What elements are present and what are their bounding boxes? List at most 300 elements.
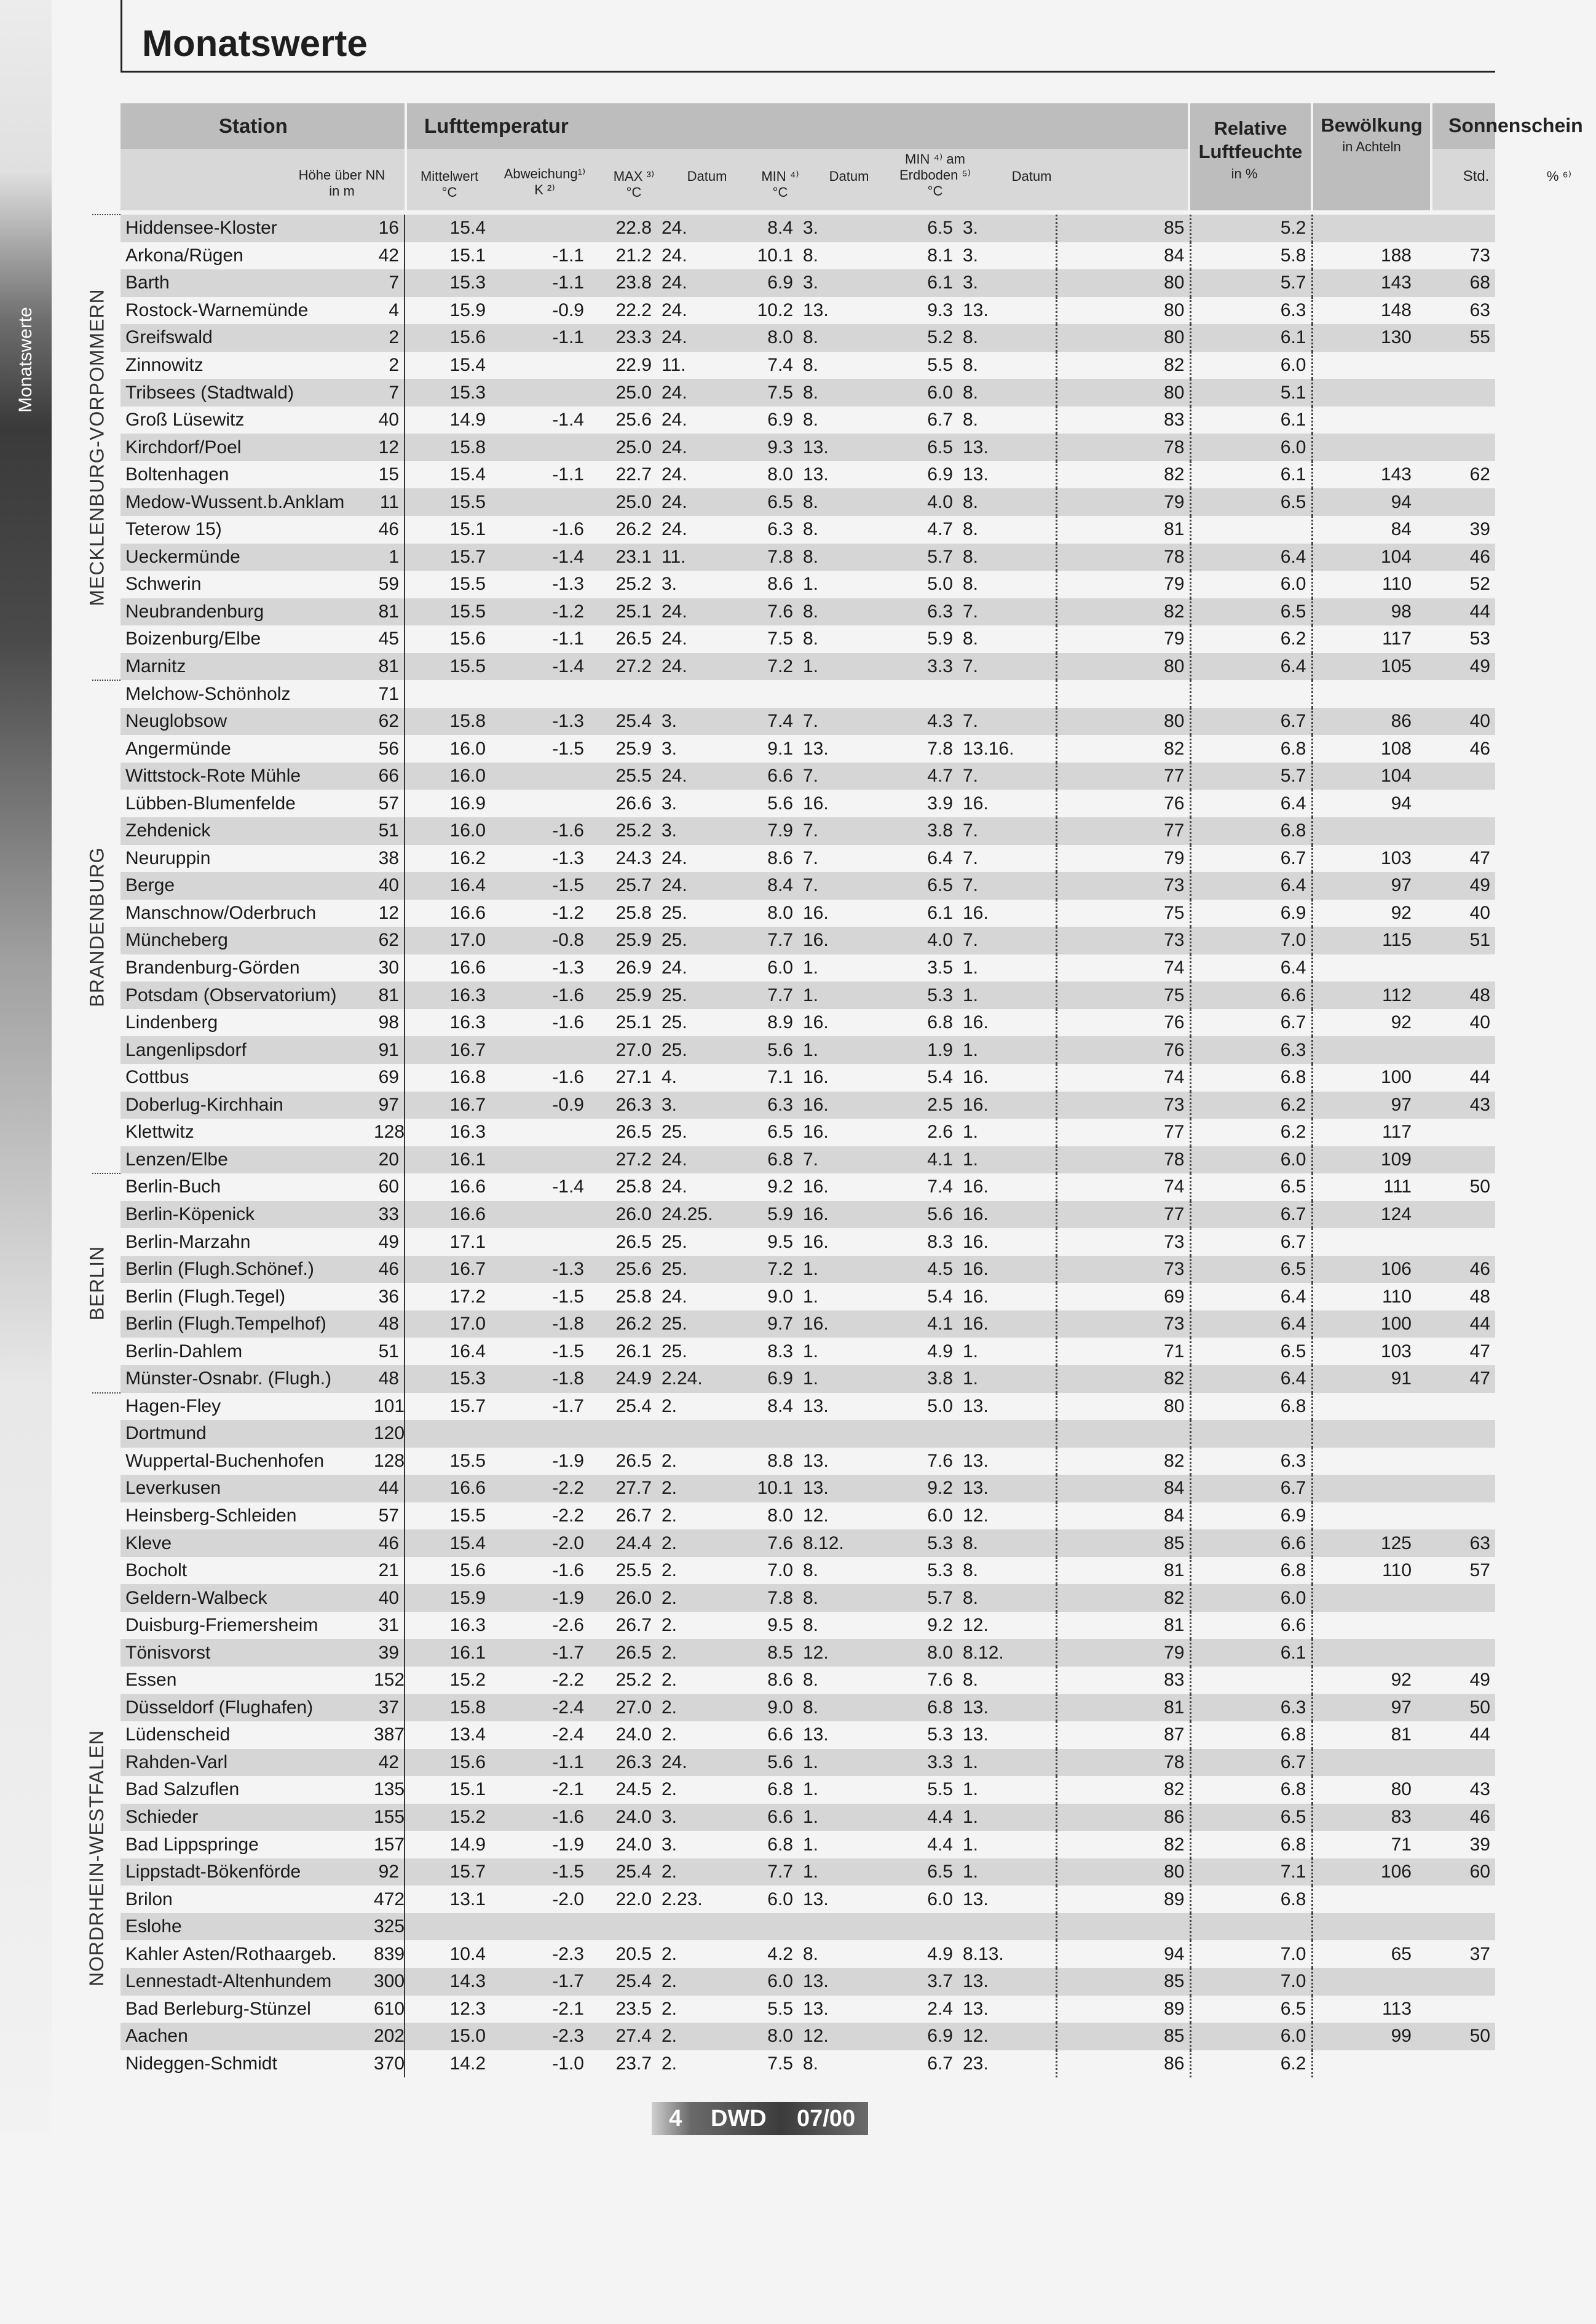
height-cell: 37 (369, 1694, 405, 1722)
ground-min-cell: 4.0 (866, 927, 958, 954)
humidity-cell: 86 (1056, 1804, 1190, 1831)
cloudiness-cell: 6.8 (1190, 1721, 1312, 1749)
height-cell: 33 (369, 1201, 405, 1229)
ground-min-cell: 5.4 (927, 1286, 953, 1307)
min-date-cell: 7. (798, 708, 866, 736)
max-date-cell: 24. (657, 434, 730, 461)
height-cell: 2 (369, 324, 405, 352)
mean-temp-cell: 15.5 (449, 1450, 486, 1471)
ground-min-cell: 4.1 (866, 1146, 958, 1174)
min-date-cell (798, 1420, 866, 1448)
station-name-cell: Groß Lüsewitz (125, 410, 245, 430)
min-temp-cell: 7.5 (730, 379, 798, 407)
sunshine-percent-cell: 39 (1469, 1834, 1490, 1855)
station-name-cell: Leverkusen (120, 1475, 369, 1502)
sunshine-percent-cell (1416, 1913, 1495, 1941)
height-cell: 49 (369, 1228, 405, 1256)
max-date-cell: 2. (662, 2053, 678, 2074)
humidity-cell: 81 (1056, 1557, 1190, 1585)
sunshine-percent-cell: 62 (1469, 464, 1490, 485)
height-cell: 155 (369, 1804, 405, 1831)
ground-min-cell: 5.7 (866, 1584, 958, 1612)
sunshine-percent-cell: 51 (1416, 927, 1495, 954)
ground-date-cell: 16. (958, 1311, 1056, 1338)
deviation-cell: -1.6 (552, 519, 584, 540)
sunshine-percent-cell: 46 (1416, 1256, 1495, 1283)
station-name-cell: Boltenhagen (125, 464, 229, 485)
deviation-cell (491, 434, 589, 461)
ground-date-cell: 13. (958, 1694, 1056, 1722)
max-temp-cell: 27.2 (589, 653, 657, 681)
sunshine-hours-cell: 100 (1380, 1067, 1412, 1088)
deviation-cell: -1.5 (552, 1341, 584, 1362)
sunshine-hours-cell (1312, 407, 1416, 434)
height-cell: 31 (369, 1612, 405, 1640)
max-date-cell: 2.24. (657, 1365, 730, 1393)
deviation-cell: -2.3 (552, 1943, 584, 1964)
min-date-cell: 16. (803, 793, 829, 814)
height-cell: 12 (369, 434, 405, 461)
deviation-cell: -1.4 (491, 544, 589, 571)
humidity-cell: 79 (1056, 488, 1190, 516)
ground-min-cell: 5.2 (866, 324, 958, 352)
max-temp-cell: 26.1 (615, 1341, 652, 1362)
sunshine-percent-cell: 50 (1469, 1176, 1490, 1197)
sunshine-percent-cell (1416, 1996, 1495, 2023)
deviation-cell: -2.2 (491, 1475, 589, 1502)
height-cell: 51 (369, 817, 405, 845)
deviation-cell: -1.8 (491, 1365, 589, 1393)
sunshine-hours-cell: 97 (1312, 1694, 1416, 1722)
min-temp-cell: 7.7 (730, 982, 798, 1009)
humidity-cell: 77 (1056, 1201, 1190, 1229)
height-cell: 92 (369, 1858, 405, 1886)
max-temp-cell: 25.7 (589, 872, 657, 900)
max-date-cell: 25. (662, 1012, 687, 1033)
max-temp-cell: 25.4 (589, 1968, 657, 1996)
mean-temp-cell: 16.4 (405, 872, 491, 900)
min-temp-cell: 5.6 (730, 1749, 798, 1777)
min-date-cell: 12. (798, 1639, 866, 1667)
station-name-cell: Schieder (120, 1804, 369, 1831)
max-temp-cell: 22.8 (589, 215, 657, 242)
ground-min-cell: 2.4 (927, 1998, 953, 2019)
deviation-cell (491, 1036, 589, 1064)
max-date-cell: 24. (657, 488, 730, 516)
sunshine-hours-cell: 124 (1312, 1201, 1416, 1229)
max-temp-cell: 24.4 (589, 1529, 657, 1557)
humidity-cell: 81 (1056, 1612, 1190, 1640)
deviation-cell (491, 1913, 589, 1941)
sunshine-percent-cell: 52 (1469, 574, 1490, 595)
max-temp-cell: 25.6 (589, 1256, 657, 1283)
station-name-cell: Lübben-Blumenfelde (125, 793, 296, 814)
table-row (120, 2023, 1495, 2050)
cloudiness-cell: 5.8 (1190, 242, 1312, 270)
mean-temp-cell: 15.5 (449, 574, 486, 595)
cloudiness-cell: 6.6 (1190, 1529, 1312, 1557)
ground-min-cell: 3.7 (866, 1968, 958, 1996)
humidity-cell: 84 (1056, 1502, 1190, 1530)
deviation-cell: -1.3 (552, 958, 584, 978)
humidity-cell: 82 (1056, 1776, 1190, 1804)
height-cell: 81 (369, 982, 405, 1009)
max-date-cell: 2. (662, 1615, 678, 1636)
table-row (120, 352, 1495, 379)
deviation-cell: -1.3 (552, 847, 584, 868)
table-row (120, 954, 1495, 982)
max-temp-cell: 26.5 (589, 1639, 657, 1667)
min-date-cell: 8. (798, 488, 866, 516)
humidity-cell: 79 (1056, 625, 1190, 653)
table-row (120, 1283, 1495, 1311)
height-cell: 81 (369, 598, 405, 626)
min-temp-cell: 8.0 (767, 902, 793, 923)
min-temp-cell: 7.6 (730, 1529, 798, 1557)
station-name-cell: Rahden-Varl (120, 1749, 369, 1777)
ground-min-cell: 4.4 (927, 1834, 953, 1855)
max-temp-cell: 26.3 (589, 1092, 657, 1119)
min-date-cell: 1. (803, 1286, 819, 1307)
min-date-cell: 1. (803, 574, 819, 595)
table-row (120, 1749, 1495, 1777)
min-temp-cell: 7.5 (767, 629, 793, 649)
height-cell: 1 (369, 544, 405, 571)
height-cell: 42 (369, 242, 405, 270)
station-name-cell: Rostock-Warnemünde (125, 299, 309, 320)
min-date-cell: 8. (803, 1615, 819, 1636)
min-date-cell: 16. (798, 927, 866, 954)
ground-min-cell: 5.5 (927, 1779, 953, 1800)
sunshine-percent-cell (1416, 1201, 1495, 1229)
max-temp-cell: 20.5 (615, 1943, 652, 1964)
sunshine-hours-cell (1312, 1749, 1416, 1777)
mean-temp-cell: 15.5 (405, 598, 491, 626)
mean-temp-cell: 15.2 (405, 1804, 491, 1831)
min-temp-cell (730, 1913, 798, 1941)
min-date-cell: 8. (803, 629, 819, 649)
humidity-cell: 89 (1056, 1996, 1190, 2023)
table-row (120, 297, 1495, 325)
height-cell: 12 (369, 900, 405, 927)
deviation-cell: -1.6 (491, 1804, 589, 1831)
min-date-cell: 8. (803, 2053, 819, 2074)
ground-date-cell: 13. (958, 1448, 1056, 1475)
height-cell: 157 (369, 1831, 405, 1858)
ground-date-cell: 1. (958, 1119, 1056, 1146)
table-row (120, 1968, 1495, 1996)
humidity-cell: 86 (1056, 2050, 1190, 2078)
table-row (120, 1996, 1495, 2023)
table-row (120, 1886, 1495, 1913)
table-row (120, 1201, 1495, 1229)
sunshine-hours-cell: 117 (1382, 1122, 1412, 1143)
min-temp-cell: 4.2 (767, 1943, 793, 1964)
ground-date-cell: 1. (958, 954, 1056, 982)
height-cell: 51 (369, 1338, 405, 1365)
height-cell: 81 (369, 653, 405, 681)
ground-min-cell: 6.5 (866, 434, 958, 461)
humidity-cell: 84 (1056, 242, 1190, 270)
height-cell: 40 (369, 1584, 405, 1612)
height-cell: 15 (369, 461, 405, 489)
humidity-cell (1056, 1420, 1190, 1448)
sunshine-percent-cell: 73 (1469, 245, 1490, 266)
ground-min-cell: 6.1 (866, 269, 958, 297)
footer-page-number: 4 (669, 2106, 682, 2132)
ground-date-cell: 16. (958, 1256, 1056, 1283)
mean-temp-cell: 14.3 (405, 1968, 491, 1996)
table-row (120, 1475, 1495, 1502)
max-date-cell: 2. (662, 1998, 678, 2019)
min-temp-cell: 8.5 (730, 1639, 798, 1667)
ground-date-cell: 13. (958, 297, 1056, 325)
min-temp-cell: 7.7 (730, 927, 798, 954)
cloudiness-cell: 6.0 (1190, 1146, 1312, 1174)
min-temp-cell: 9.0 (767, 1286, 793, 1307)
station-name-cell: Lippstadt-Bökenförde (120, 1858, 369, 1886)
height-cell: 20 (369, 1146, 405, 1174)
deviation-cell (491, 763, 589, 790)
station-name-cell: Heinsberg-Schleiden (125, 1505, 297, 1526)
table-row (120, 1721, 1495, 1749)
height-cell: 60 (369, 1173, 405, 1201)
humidity-cell: 80 (1056, 379, 1190, 407)
mean-temp-cell: 17.2 (449, 1286, 486, 1307)
cloudiness-cell: 6.3 (1190, 297, 1312, 325)
ground-date-cell: 7. (958, 598, 1056, 626)
height-cell: 98 (369, 1009, 405, 1037)
sunshine-percent-cell: 49 (1416, 653, 1495, 681)
deviation-cell: -1.6 (491, 982, 589, 1009)
max-date-cell: 2. (657, 2023, 730, 2050)
deviation-cell: -2.2 (552, 1505, 584, 1526)
humidity-cell: 76 (1056, 790, 1190, 817)
deviation-cell: -1.6 (491, 817, 589, 845)
min-date-cell: 16. (798, 1311, 866, 1338)
max-date-cell: 3. (662, 738, 678, 759)
sunshine-percent-cell (1416, 1036, 1495, 1064)
cloudiness-cell: 7.0 (1190, 1940, 1312, 1968)
mean-temp-cell: 15.8 (405, 708, 491, 736)
header-station: Station (219, 114, 288, 137)
deviation-cell: -1.1 (552, 629, 584, 649)
cloudiness-cell: 6.7 (1190, 845, 1312, 873)
header-mean: Mittelwert °C (420, 169, 479, 200)
max-date-cell: 2. (662, 1724, 678, 1745)
min-temp-cell: 10.1 (730, 1475, 798, 1502)
table-row (120, 379, 1495, 407)
min-date-cell: 8. (798, 379, 866, 407)
deviation-cell: -1.1 (491, 324, 589, 352)
min-temp-cell: 8.4 (730, 215, 798, 242)
max-date-cell: 4. (662, 1067, 678, 1088)
deviation-cell: -0.9 (491, 1092, 589, 1119)
max-date-cell: 25. (662, 902, 687, 923)
max-temp-cell: 26.5 (615, 629, 652, 649)
max-date-cell: 24. (662, 299, 687, 320)
min-temp-cell: 8.9 (767, 1012, 793, 1033)
min-date-cell: 8. (803, 519, 819, 540)
ground-min-cell: 5.3 (927, 1724, 953, 1745)
header-sun-percent: % ⁶⁾ (1546, 169, 1572, 184)
mean-temp-cell: 16.9 (449, 793, 486, 814)
station-name-cell: Düsseldorf (Flughafen) (120, 1694, 369, 1722)
sunshine-percent-cell (1416, 215, 1495, 242)
height-cell: 71 (369, 680, 405, 708)
table-row (120, 407, 1495, 434)
station-name-cell: Berge (120, 872, 369, 900)
cloudiness-cell: 6.2 (1190, 625, 1312, 653)
min-date-cell: 8. (798, 598, 866, 626)
min-date-cell: 8. (798, 1584, 866, 1612)
sunshine-percent-cell (1416, 680, 1495, 708)
cloudiness-cell: 6.5 (1190, 1173, 1312, 1201)
sunshine-percent-cell (1416, 763, 1495, 790)
station-name-cell: Angermünde (125, 738, 231, 759)
sunshine-percent-cell (1416, 1584, 1495, 1612)
mean-temp-cell: 16.4 (449, 1341, 486, 1362)
cloudiness-cell: 6.1 (1190, 324, 1312, 352)
sunshine-percent-cell: 43 (1469, 1779, 1490, 1800)
header-min-date: Datum (829, 169, 869, 184)
region-label (79, 215, 116, 680)
deviation-cell: -1.7 (552, 1395, 584, 1416)
station-name-cell: Kleve (120, 1529, 369, 1557)
ground-min-cell: 4.7 (927, 519, 953, 540)
cloudiness-cell: 5.1 (1190, 379, 1312, 407)
table-row (120, 1009, 1495, 1037)
sunshine-hours-cell: 104 (1312, 763, 1416, 790)
ground-min-cell: 5.9 (927, 629, 953, 649)
max-date-cell: 24. (657, 379, 730, 407)
ground-date-cell: 8. (958, 1529, 1056, 1557)
max-date-cell: 2. (657, 1584, 730, 1612)
max-date-cell: 2. (662, 1395, 678, 1416)
ground-min-cell: 3.8 (866, 1365, 958, 1393)
humidity-cell (1056, 1913, 1190, 1941)
height-cell: 101 (369, 1393, 405, 1421)
sunshine-hours-cell (1312, 2050, 1416, 2078)
mean-temp-cell: 17.0 (405, 927, 491, 954)
deviation-cell (491, 215, 589, 242)
sunshine-hours-cell (1312, 1612, 1416, 1640)
humidity-cell: 81 (1056, 516, 1190, 544)
footer-issue: 07/00 (797, 2106, 856, 2132)
cloudiness-cell: 6.4 (1190, 1311, 1312, 1338)
ground-date-cell (958, 1913, 1056, 1941)
min-date-cell: 1. (803, 1834, 819, 1855)
station-name-cell: Marnitz (120, 653, 369, 681)
table-row (120, 544, 1495, 571)
humidity-cell: 80 (1056, 297, 1190, 325)
cloudiness-cell: 6.6 (1190, 982, 1312, 1009)
max-date-cell: 24. (657, 872, 730, 900)
max-temp-cell (589, 1913, 657, 1941)
cloudiness-cell: 6.3 (1190, 1694, 1312, 1722)
mean-temp-cell: 15.8 (405, 434, 491, 461)
ground-min-cell: 6.9 (866, 2023, 958, 2050)
sunshine-percent-cell (1416, 817, 1495, 845)
humidity-cell: 79 (1056, 1639, 1190, 1667)
ground-min-cell: 5.4 (927, 1067, 953, 1088)
deviation-cell: -1.0 (552, 2053, 584, 2074)
min-date-cell: 16. (803, 1231, 829, 1252)
ground-min-cell: 3.5 (927, 958, 953, 978)
max-temp-cell: 26.5 (615, 1450, 652, 1471)
ground-date-cell: 8. (958, 407, 1056, 434)
max-temp-cell: 25.8 (615, 1176, 652, 1197)
max-date-cell: 24. (657, 269, 730, 297)
table-row (120, 1667, 1495, 1694)
ground-min-cell: 5.3 (866, 1529, 958, 1557)
mean-temp-cell: 15.4 (405, 1529, 491, 1557)
deviation-cell (491, 352, 589, 379)
height-cell: 152 (369, 1667, 405, 1694)
cloudiness-cell: 6.4 (1190, 1283, 1312, 1311)
table-row (120, 1557, 1495, 1585)
max-date-cell: 24. (662, 958, 687, 978)
ground-min-cell: 8.0 (866, 1639, 958, 1667)
station-name-cell: Medow-Wussent.b.Anklam (120, 488, 369, 516)
min-date-cell: 1. (798, 1036, 866, 1064)
mean-temp-cell: 15.1 (449, 245, 486, 266)
ground-date-cell: 7. (958, 708, 1056, 736)
station-name-cell: Berlin-Marzahn (125, 1231, 251, 1252)
mean-temp-cell: 16.8 (449, 1067, 486, 1088)
sunshine-hours-cell: 105 (1312, 653, 1416, 681)
humidity-cell: 77 (1056, 1119, 1190, 1146)
max-date-cell: 2. (662, 1670, 678, 1691)
mean-temp-cell: 16.3 (405, 982, 491, 1009)
max-date-cell: 2. (657, 1968, 730, 1996)
page-footer (652, 2102, 868, 2135)
sunshine-hours-cell: 148 (1380, 299, 1412, 320)
deviation-cell (491, 680, 589, 708)
mean-temp-cell: 16.3 (449, 1122, 486, 1143)
table-row (120, 1228, 1495, 1256)
max-temp-cell: 24.5 (615, 1779, 652, 1800)
table-row (120, 900, 1495, 927)
min-temp-cell: 7.9 (730, 817, 798, 845)
max-temp-cell: 26.0 (589, 1584, 657, 1612)
height-cell: 610 (369, 1996, 405, 2023)
sunshine-percent-cell: 40 (1469, 1012, 1490, 1033)
max-date-cell: 25. (662, 1122, 687, 1143)
table-row (120, 1913, 1495, 1941)
max-temp-cell: 26.0 (589, 1201, 657, 1229)
humidity-cell: 77 (1056, 817, 1190, 845)
min-temp-cell: 8.4 (767, 1395, 793, 1416)
sunshine-percent-cell: 44 (1469, 1724, 1490, 1745)
station-name-cell: Hiddensee-Kloster (120, 215, 369, 242)
table-row (120, 571, 1495, 598)
ground-date-cell: 16. (958, 1201, 1056, 1229)
max-date-cell: 2.23. (662, 1889, 703, 1910)
station-name-cell: Nideggen-Schmidt (125, 2053, 277, 2074)
min-temp-cell: 8.0 (730, 324, 798, 352)
min-temp-cell: 10.1 (757, 245, 793, 266)
deviation-cell: -1.2 (491, 598, 589, 626)
max-date-cell: 3. (657, 1804, 730, 1831)
title-box (120, 0, 1495, 73)
ground-min-cell: 3.8 (866, 817, 958, 845)
sunshine-hours-cell (1312, 1420, 1416, 1448)
ground-date-cell: 7. (958, 653, 1056, 681)
sunshine-hours-cell: 104 (1312, 544, 1416, 571)
min-temp-cell: 6.9 (730, 269, 798, 297)
ground-date-cell: 3. (958, 269, 1056, 297)
